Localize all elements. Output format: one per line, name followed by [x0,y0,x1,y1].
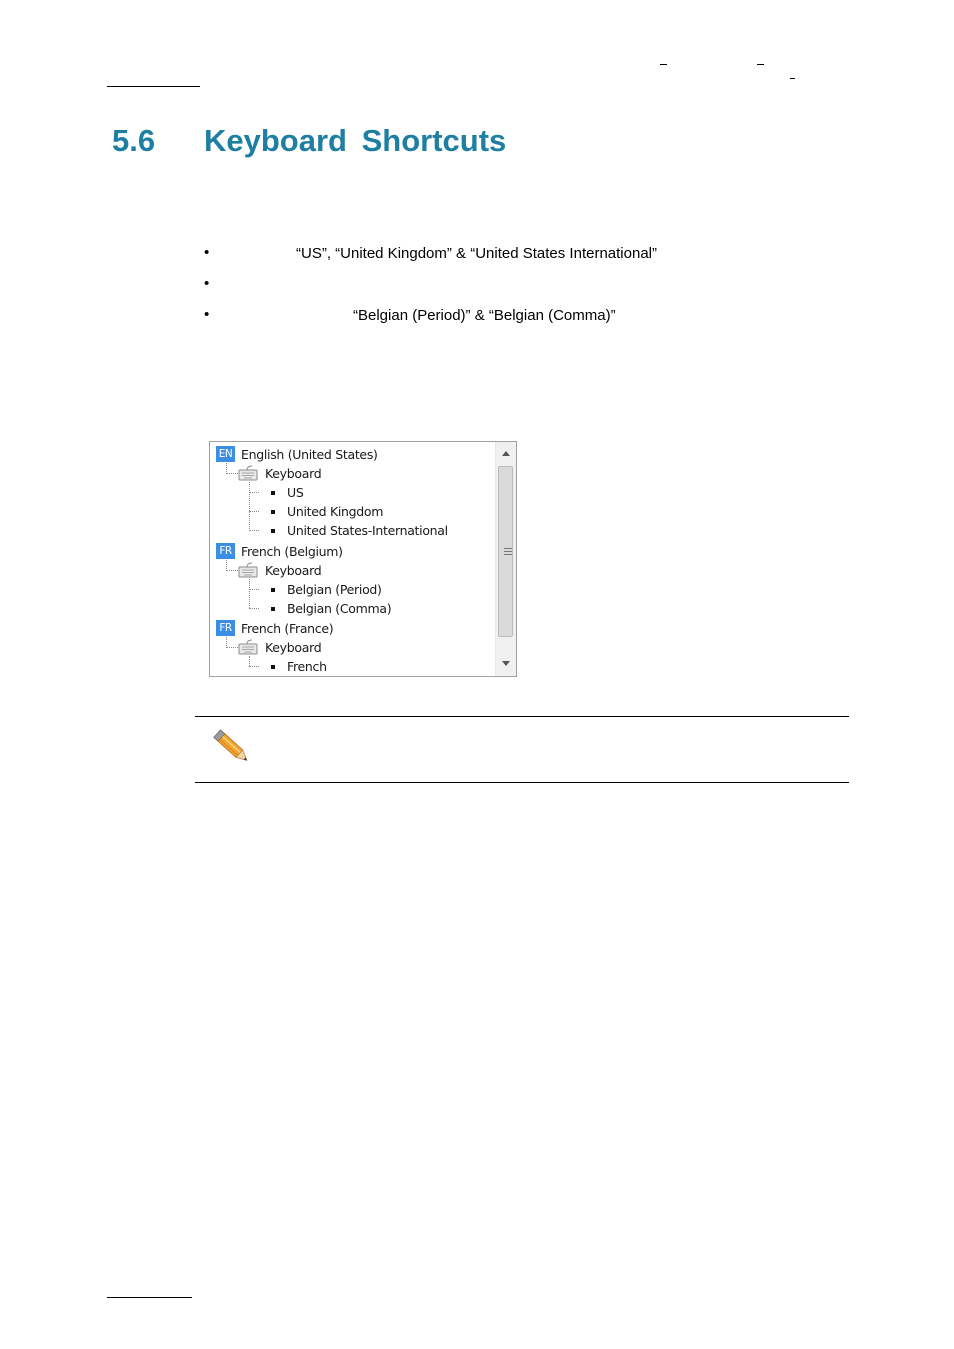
layout-name: French [287,659,327,674]
layout-bullet [271,665,275,669]
layout-bullet [271,588,275,592]
tree-connector [249,608,259,609]
header-mark [660,64,667,65]
tree-node-keyboard[interactable] [238,638,478,657]
tree-node-language[interactable] [216,445,486,464]
language-code-icon: EN [216,446,235,462]
language-tree-view[interactable] [209,441,517,677]
language-code-icon: FR [216,620,235,636]
tree-connector [249,656,250,666]
layout-name: United States-International [287,523,448,538]
layout-name: US [287,485,304,500]
layout-name: United Kingdom [287,504,384,519]
header-rule [107,86,200,87]
note-top-rule [195,716,849,717]
layout-name: Belgian (Comma) [287,601,392,616]
keyboard-icon [238,465,258,481]
keyboard-icon [238,562,258,578]
tree-node-keyboard[interactable] [238,464,478,483]
language-name: English (United States) [241,447,378,462]
tree-connector [249,492,259,493]
tree-node-layout[interactable] [270,599,490,618]
keyboard-group-label: Keyboard [265,466,322,481]
pencil-icon [208,724,256,770]
tree-connector [249,666,259,667]
language-name: French (Belgium) [241,544,343,559]
tree-connector [249,482,250,531]
tree-connector [249,511,259,512]
keyboard-group-label: Keyboard [265,563,322,578]
grip-line [504,551,512,552]
keyboard-group-label: Keyboard [265,640,322,655]
scrollbar-thumb[interactable] [498,466,513,637]
note-bottom-rule [195,782,849,783]
tree-node-keyboard[interactable] [238,561,478,580]
tree-connector [226,473,238,474]
tree-node-layout[interactable] [270,521,490,540]
tree-connector [249,589,259,590]
scroll-up-arrow-icon[interactable] [502,451,510,456]
section-number: 5.6 [112,123,156,158]
vertical-scrollbar[interactable] [495,442,517,676]
tree-connector [249,530,259,531]
tree-node-layout[interactable] [270,657,490,676]
keyboard-icon [238,639,258,655]
bullet-dot: • [204,244,210,261]
tree-connector [249,579,250,608]
header-mark [790,78,795,79]
layout-name: Belgian (Period) [287,582,382,597]
layout-bullet [271,510,275,514]
footer-rule [107,1297,192,1298]
bullet-dot: • [204,275,210,292]
language-name: French (France) [241,621,334,636]
scroll-down-arrow-icon[interactable] [502,661,510,666]
language-code-icon: FR [216,543,235,559]
tree-node-language[interactable] [216,619,486,638]
tree-node-layout[interactable] [270,580,490,599]
bullet-item: “Belgian (Period)” & “Belgian (Comma)” [353,307,616,324]
grip-line [504,554,512,555]
tree-node-language[interactable] [216,542,486,561]
layout-bullet [271,491,275,495]
layout-bullet [271,529,275,533]
bullet-dot: • [204,306,210,323]
bullet-item: “US”, “United Kingdom” & “United States International” [296,245,657,262]
tree-connector [226,647,238,648]
grip-line [504,548,512,549]
layout-bullet [271,607,275,611]
tree-connector [226,570,238,571]
header-mark [757,64,764,65]
tree-node-layout[interactable] [270,483,490,502]
tree-node-layout[interactable] [270,502,490,521]
section-title: Keyboard Shortcuts [204,123,507,158]
